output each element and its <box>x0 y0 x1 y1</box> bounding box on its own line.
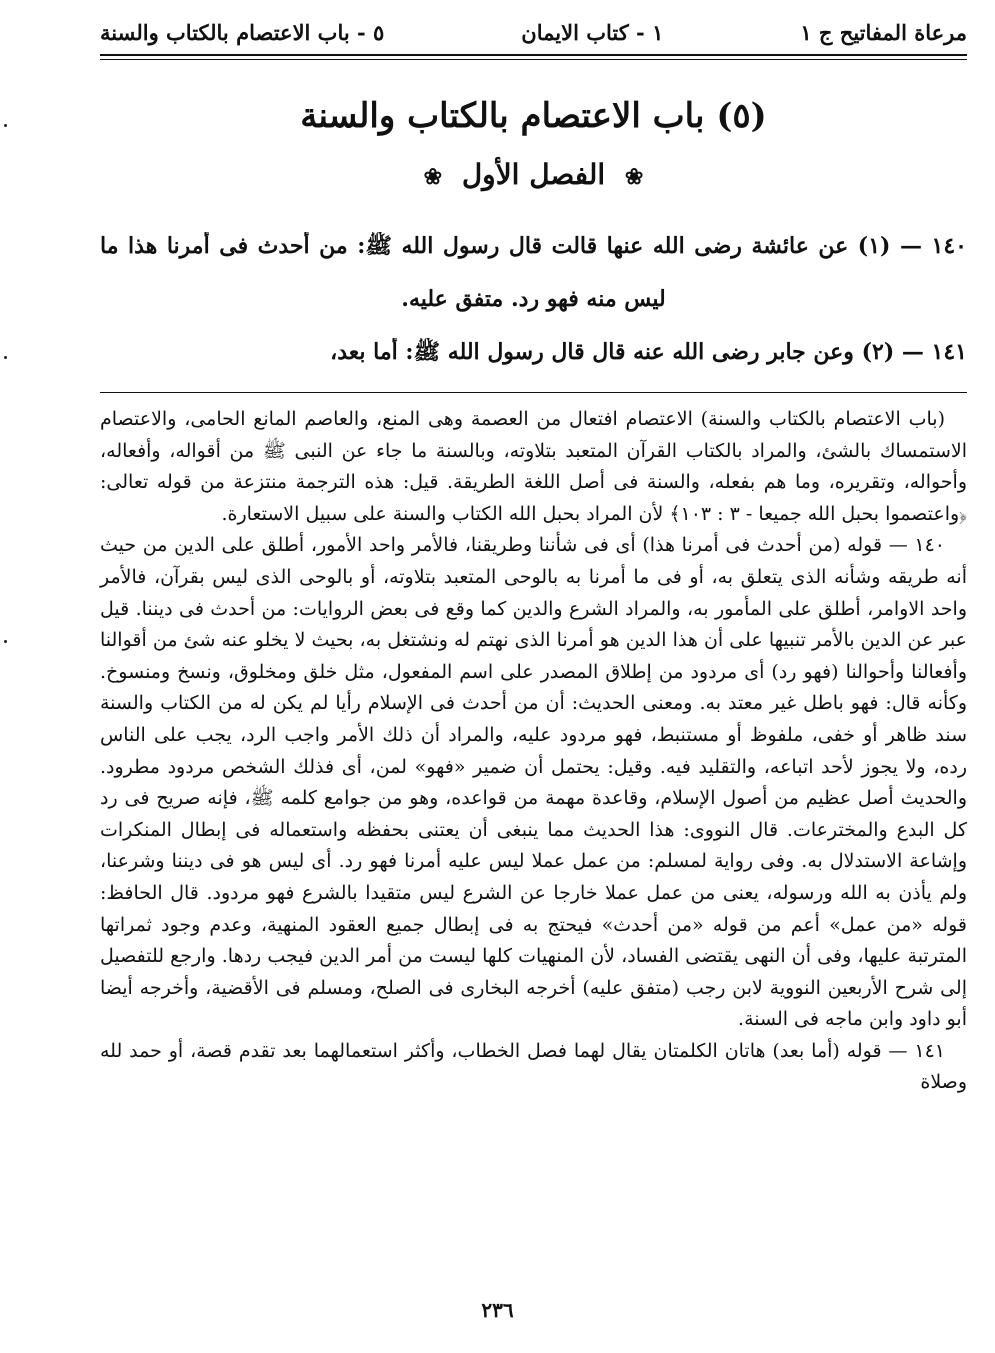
hadith-line: ١٤٠ — (١) عن عائشة رضى الله عنها قالت قال رسول الله ﷺ: من أحدث فى أمرنا هذا ما <box>100 233 967 259</box>
section-title <box>100 158 967 191</box>
header-kitab: ١ - كتاب الايمان <box>521 19 664 45</box>
header-book-title: مرعاة المفاتيح ج ١ <box>800 19 967 45</box>
margin-mark <box>4 356 7 359</box>
margin-mark <box>4 640 7 643</box>
hadith-line: ليس منه فهو رد. متفق عليه. <box>401 286 666 312</box>
header-rule <box>100 54 967 56</box>
running-header <box>100 14 967 50</box>
ornament-icon: ❀ <box>624 163 644 190</box>
footnote-separator <box>100 392 967 393</box>
commentary-paragraph: (باب الاعتصام بالكتاب والسنة) الاعتصام افتعال من العصمة وهى المنع، والعاصم المانع الحامى، والاعتصام الاستمساك بالشئ، والمراد بالكتاب القرآن المتعبد بتلاوته، وبالسنة ما جاء عن النبى ﷺ من أقواله، وأفعاله، وأحواله، وتقريره، وما هم بفعله، والسنة فى أصل اللغة الطريقة. قيل: هذه الترجمة منتزعة من قوله تعالى: ﴿واعتصموا بحبل الله جميعا - ٣ : ١٠٣﴾ لأن المراد بحبل الله الكتاب والسنة على سبيل الاستعارة. <box>100 408 967 525</box>
ornament-icon: ❀ <box>423 163 443 190</box>
commentary-paragraph: ١٤١ — قوله (أما بعد) هاتان الكلمتان يقال لهما فصل الخطاب، وأكثر استعمالهما بعد تقدم قصة، أو حمد لله وصلاة <box>100 1039 967 1094</box>
header-bab: ٥ - باب الاعتصام بالكتاب والسنة <box>100 19 385 45</box>
section-title-text: الفصل الأول <box>461 158 606 191</box>
hadith-line: ١٤١ — (٢) وعن جابر رضى الله عنه قال قال رسول الله ﷺ: أما بعد، <box>330 339 967 365</box>
commentary-paragraph: ١٤٠ — قوله (من أحدث فى أمرنا هذا) أى فى شأننا وطريقنا، فالأمر واحد الأمور، أطلق على الدين من حيث أنه طريقه وشأنه الذى يتعلق به، أو فى ما أمرنا به بالوحى المتعبد بتلاوته، أو بالوحى الذى ليس بقرآن، فالأمر واحد الاوامر، أطلق على المأمور به، والمراد الشرع والدين كما وقع فى بعض الروايات: من أحدث فى ديننا. قيل عبر عن الدين بالأمر تنبيها على أن هذا الدين هو أمرنا الذى نهتم له ونشتغل به، بحيث لا يخلو عنه شئ من أقوالنا وأفعالنا وأحوالنا (فهو رد) أى مردود من إطلاق المصدر على اسم المفعول، مثل خلق ومخلوق، ونسخ ومنسوخ. وكأنه قال: فهو باطل غير معتد به. ومعنى الحديث: أن من أحدث فى الإسلام رأيا لم يكن له من الكتاب والسنة سند ظاهر أو خفى، ملفوظ أو مستنبط، فهو مردود عليه، والمراد أن ذلك الأمر واجب الرد، يجب على الناس رده، ولا يجوز لأحد اتباعه، والتقليد فيه. وقيل: يحتمل أن ضمير «فهو» لمن، أى فذلك الشخص مردود مطرود. والحديث أصل عظيم من أصول الإسلام، وقاعدة مهمة من قواعده، وهو من جوامع كلمه ﷺ، فإنه صريح فى رد كل البدع والمخترعات. قال النووى: هذا الحديث مما ينبغى أن يعتنى بحفظه واستعماله فى إبطال المنكرات وإشاعة الاستدلال به. وفى رواية لمسلم: من عمل عملا ليس عليه أمرنا فهو رد. أى ليس هو فى ديننا وشرعنا، ولم يأذن به الله ورسوله، يعنى من عمل عملا خارجا عن الشرع ليس متقيدا بالشرع فهو مردود. قال الحافظ: قوله «من عمل» أعم من قوله «من أحدث» فيحتج به فى إبطال جميع العقود المنهية، وعدم وجود ثمراتها المترتبة عليها، وفى أن النهى يقتضى الفساد، لأن المنهيات كلها ليست من أمر الدين فيجب ردها. وارجع للتفصيل إلى شرح الأربعين النووية لابن رجب (متفق عليه) أخرجه البخارى فى الصلح، ومسلم فى الأقضية، وأخرجه أيضا أبو داود وابن ماجه فى السنة. <box>100 534 968 1031</box>
margin-mark <box>4 124 7 127</box>
commentary <box>100 404 967 1099</box>
chapter-title: (٥) باب الاعتصام بالكتاب والسنة <box>300 96 767 136</box>
header-rule-thin <box>100 59 967 60</box>
page-number: ٢٣٦ <box>481 1298 514 1322</box>
